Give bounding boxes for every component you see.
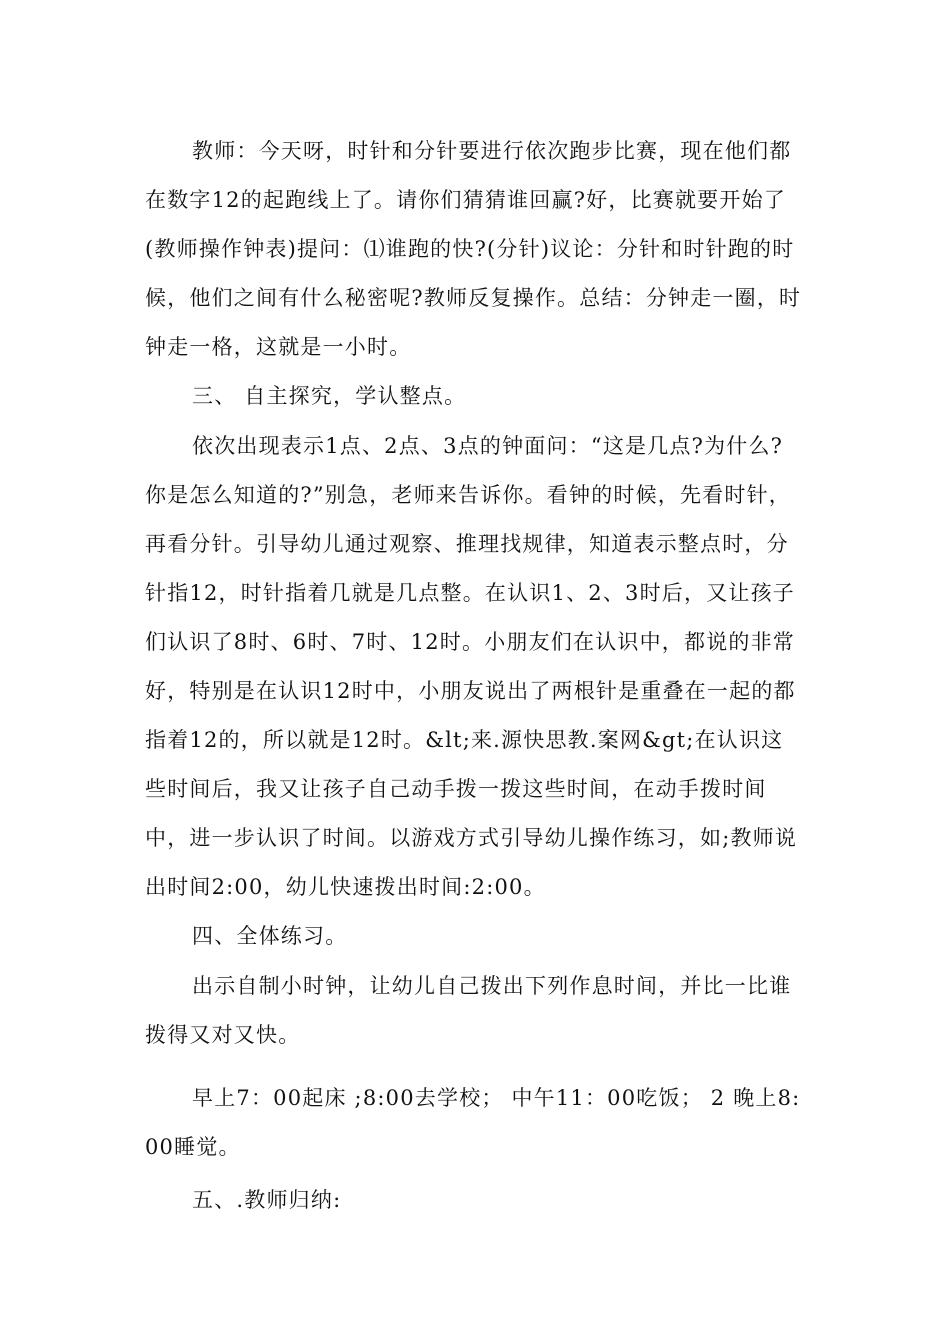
paragraph-2-line-2: 你是怎么知道的?”别急，老师来告诉你。看钟的时候，先看时针，: [145, 483, 791, 507]
paragraph-1-line-1: 教师：今天呀，时针和分针要进行依次跑步比赛，现在他们都: [192, 139, 792, 163]
section-heading-5: 五、.教师归纳:: [192, 1188, 342, 1212]
paragraph-2-line-1: 依次出现表示1点、2点、3点的钟面问：“这是几点?为什么?: [192, 434, 784, 458]
paragraph-2-line-5: 们认识了8时、6时、7时、12时。小朋友们在认识中，都说的非常: [145, 630, 796, 654]
paragraph-1-line-5: 钟走一格，这就是一小时。: [145, 335, 412, 359]
section-heading-3: 三、 自主探究，学认整点。: [192, 384, 467, 408]
paragraph-2-line-4: 针指12，时针指着几就是几点整。在认识1、2、3时后，又让孩子: [145, 581, 796, 605]
paragraph-1-line-3: (教师操作钟表)提问：⑴谁跑的快?(分针)议论：分针和时针跑的时: [145, 237, 795, 261]
paragraph-2-line-6: 好，特别是在认识12时中，小朋友说出了两根针是重叠在一起的都: [145, 679, 796, 703]
paragraph-3-line-1: 出示自制小时钟，让幼儿自己拨出下列作息时间，并比一比谁: [192, 974, 792, 998]
paragraph-2-line-10: 出时间2:00，幼儿快速拨出时间:2:00。: [145, 875, 546, 899]
paragraph-4-line-2: 00睡觉。: [145, 1135, 241, 1159]
paragraph-1-line-4: 候，他们之间有什么秘密呢?教师反复操作。总结：分钟走一圈，时: [145, 286, 802, 310]
paragraph-2-line-9: 中，进一步认识了时间。以游戏方式引导幼儿操作练习，如;教师说: [145, 826, 798, 850]
paragraph-4-line-1: 早上7：00起床 ;8:00去学校； 中午11：00吃饭； 2 晚上8:: [192, 1086, 801, 1110]
paragraph-1-line-2: 在数字12的起跑线上了。请你们猜猜谁回赢?好，比赛就要开始了: [145, 188, 786, 212]
paragraph-3-line-2: 拨得又对又快。: [145, 1023, 301, 1047]
paragraph-2-line-7: 指着12的，所以就是12时。&lt;来.源快思教.案网&gt;在认识这: [145, 728, 784, 752]
paragraph-2-line-3: 再看分针。引导幼儿通过观察、推理找规律，知道表示整点时，分: [145, 532, 789, 556]
section-heading-4: 四、全体练习。: [192, 924, 348, 948]
paragraph-2-line-8: 些时间后，我又让孩子自己动手拨一拨这些时间，在动手拨时间: [145, 777, 767, 801]
